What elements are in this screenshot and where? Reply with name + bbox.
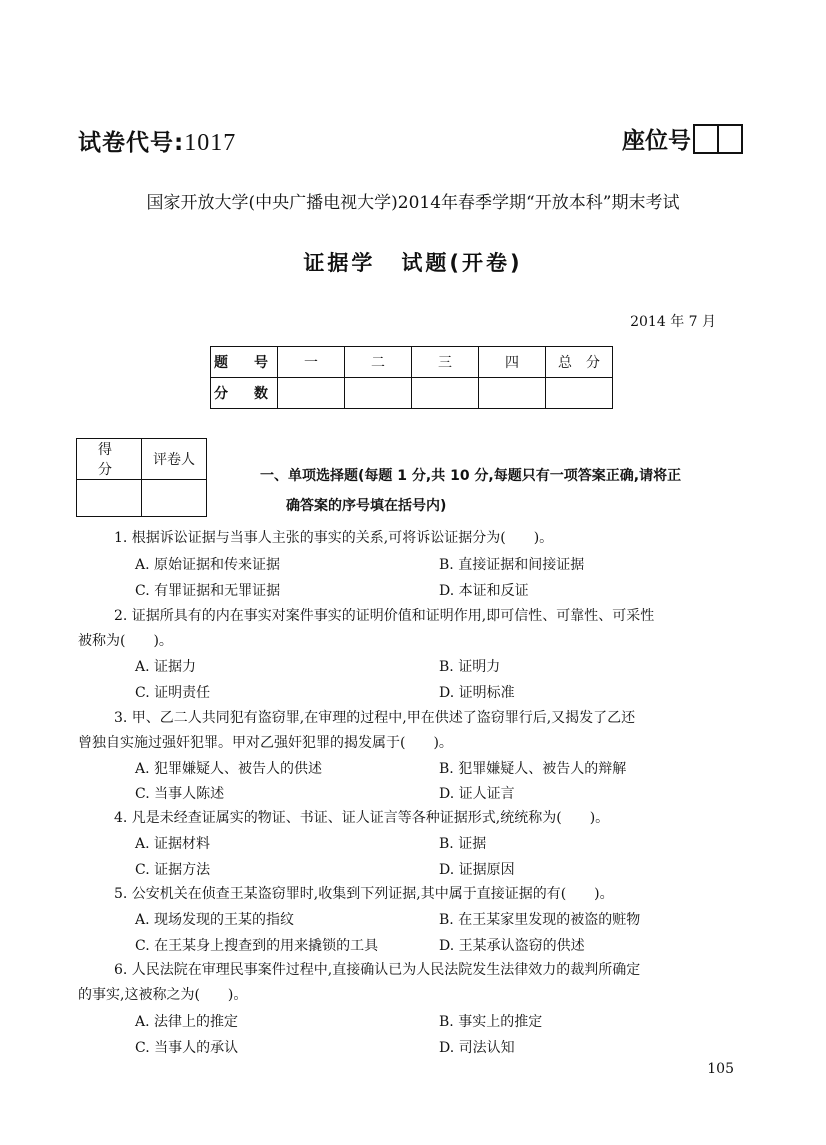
question-stem	[78, 604, 750, 654]
score-table-cell: 总 分	[546, 347, 613, 378]
question-option: C. 证明责任	[135, 685, 211, 701]
question-stem-text: 1. 根据诉讼证据与当事人主张的事实的关系,可将诉讼证据分为( )。	[114, 530, 554, 546]
question-option: B. 在王某家里发现的被盗的赃物	[439, 912, 641, 928]
grader-table-header-row	[77, 439, 207, 480]
question-stem-text: 3. 甲、乙二人共同犯有盗窃罪,在审理的过程中,甲在供述了盗窃罪行后,又揭发了乙还	[114, 710, 636, 726]
score-table-cell: 四	[479, 347, 546, 378]
question-stem-text: 6. 人民法院在审理民事案件过程中,直接确认已为人民法院发生法律效力的裁判所确定	[114, 962, 641, 978]
score-table-cell: 一	[278, 347, 345, 378]
question-option: B. 证明力	[439, 659, 501, 675]
score-table-cell: 题 号	[211, 347, 278, 378]
question-option: D. 本证和反证	[439, 583, 529, 599]
subject-paper: 试题(开卷)	[401, 251, 523, 275]
question-stem	[78, 882, 750, 907]
question-option: D. 证据原因	[439, 862, 515, 878]
paper-code-value: 1017	[184, 130, 237, 156]
question-stem	[78, 526, 750, 551]
exam-date: 2014 年 7 月	[630, 314, 716, 330]
subject-title	[0, 247, 826, 277]
score-table-cell: 二	[345, 347, 412, 378]
score-table-blank	[546, 378, 613, 409]
grader-score-label: 得 分	[77, 439, 142, 480]
question-option: B. 证据	[439, 836, 487, 852]
question-stem-text: 的事实,这被称之为( )。	[78, 987, 248, 1003]
grader-name-blank	[142, 480, 207, 517]
question-option: A. 证据力	[135, 659, 197, 675]
question-option: C. 在王某身上搜查到的用来撬锁的工具	[135, 938, 379, 954]
section-heading	[260, 461, 760, 521]
section-heading-line2: 确答案的序号填在括号内)	[286, 498, 447, 514]
grader-table	[76, 438, 207, 517]
subject-name: 证据学	[303, 251, 376, 275]
question-stem-text: 2. 证据所具有的内在事实对案件事实的证明价值和证明作用,即可信性、可靠性、可采性	[114, 608, 655, 624]
seat-number	[622, 122, 743, 155]
question-option: B. 直接证据和间接证据	[439, 557, 585, 573]
question-stem-text: 被称为( )。	[78, 633, 173, 649]
score-table-cell: 三	[412, 347, 479, 378]
page-number: 105	[707, 1061, 734, 1077]
question-option: C. 有罪证据和无罪证据	[135, 583, 281, 599]
score-table-header-row	[211, 347, 613, 378]
question-option: C. 当事人陈述	[135, 786, 225, 802]
exam-title: 国家开放大学(中央广播电视大学)2014年春季学期“开放本科”期末考试	[146, 193, 680, 213]
question-stem-text: 5. 公安机关在侦查王某盗窃罪时,收集到下列证据,其中属于直接证据的有( )。	[114, 886, 614, 902]
question-option: C. 当事人的承认	[135, 1040, 239, 1056]
score-table-blank	[412, 378, 479, 409]
grader-name-label: 评卷人	[142, 439, 207, 480]
seat-box	[693, 124, 719, 154]
question-option: B. 犯罪嫌疑人、被告人的辩解	[439, 761, 627, 777]
question-option: D. 证人证言	[439, 786, 515, 802]
question-stem	[78, 958, 750, 1008]
question-stem-text: 曾独自实施过强奸犯罪。甲对乙强奸犯罪的揭发属于( )。	[78, 735, 453, 751]
grader-score-blank	[77, 480, 142, 517]
seat-number-boxes	[693, 124, 743, 154]
paper-code-label: 试卷代号:	[78, 130, 185, 156]
question-stem-text: 4. 凡是未经查证属实的物证、书证、证人证言等各种证据形式,统统称为( )。	[114, 810, 610, 826]
score-table-blank	[345, 378, 412, 409]
score-table-cell: 分 数	[211, 378, 278, 409]
seat-number-label: 座位号	[622, 128, 691, 154]
score-table-blank	[278, 378, 345, 409]
question-option: C. 证据方法	[135, 862, 211, 878]
question-option: A. 证据材料	[135, 836, 211, 852]
section-heading-line1: 一、单项选择题(每题 1 分,共 10 分,每题只有一项答案正确,请将正	[260, 468, 682, 484]
paper-code	[78, 124, 236, 157]
question-option: A. 法律上的推定	[135, 1014, 239, 1030]
question-option: D. 司法认知	[439, 1040, 515, 1056]
question-option: D. 证明标准	[439, 685, 515, 701]
score-table-score-row	[211, 378, 613, 409]
score-table-blank	[479, 378, 546, 409]
question-option: A. 犯罪嫌疑人、被告人的供述	[135, 761, 323, 777]
question-option: A. 现场发现的王某的指纹	[135, 912, 295, 928]
grader-table-blank-row	[77, 480, 207, 517]
question-option: B. 事实上的推定	[439, 1014, 543, 1030]
question-stem	[78, 706, 750, 756]
seat-box	[719, 124, 743, 154]
question-option: D. 王某承认盗窃的供述	[439, 938, 585, 954]
question-stem	[78, 806, 750, 831]
score-table	[210, 346, 613, 409]
question-option: A. 原始证据和传来证据	[135, 557, 281, 573]
